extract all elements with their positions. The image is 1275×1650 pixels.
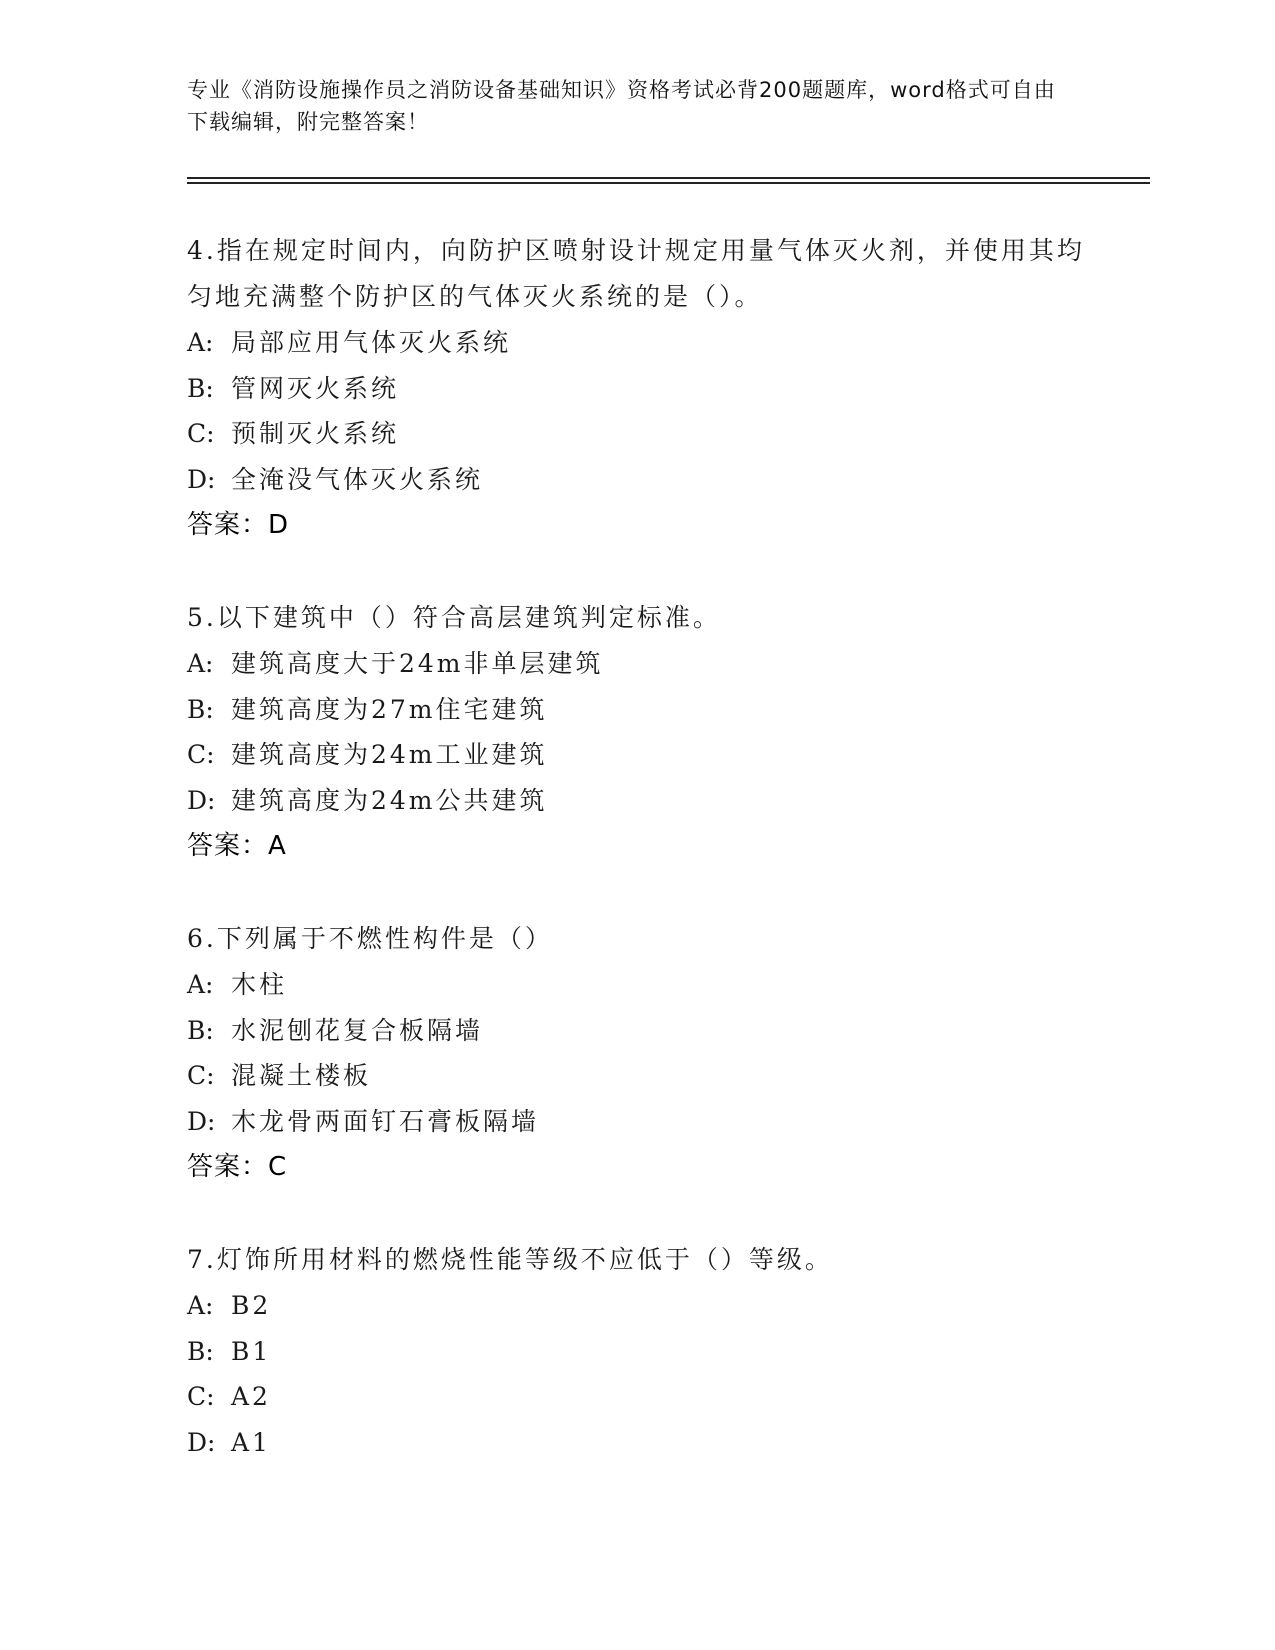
option-d — [187, 457, 1087, 503]
option-a — [187, 962, 1087, 1008]
question-text — [187, 228, 1087, 320]
question-text — [187, 1237, 1087, 1283]
option-text: 木龙骨两面钉石膏板隔墙 — [231, 1106, 540, 1136]
option-key: C: — [187, 1382, 215, 1411]
option-key: C: — [187, 419, 215, 448]
answer-line: 答案：A — [187, 831, 287, 861]
option-d — [187, 1420, 1087, 1466]
option-key: A: — [187, 649, 214, 678]
option-a — [187, 1283, 1087, 1329]
question-stem: 以下建筑中（）符合高层建筑判定标准。 — [216, 603, 721, 632]
option-key: C: — [187, 1061, 215, 1090]
option-key: A: — [187, 1291, 214, 1320]
question-stem: 灯饰所用材料的燃烧性能等级不应低于（）等级。 — [216, 1245, 833, 1274]
question-stem: 下列属于不燃性构件是（） — [216, 924, 553, 953]
header-divider-top — [187, 177, 1150, 179]
answer-line: 答案：D — [187, 510, 290, 540]
question-text — [187, 595, 1087, 641]
option-text: 局部应用气体灭火系统 — [231, 328, 512, 357]
option-b — [187, 687, 1087, 733]
option-c — [187, 732, 1087, 778]
option-text: 管网灭火系统 — [231, 373, 400, 403]
answer-line: 答案：C — [187, 1152, 288, 1182]
question-text — [187, 916, 1087, 962]
option-text: 预制灭火系统 — [231, 419, 400, 448]
header-divider-bottom — [187, 182, 1150, 184]
option-b — [187, 1008, 1087, 1054]
question-list — [187, 228, 1087, 1512]
option-text: B2 — [231, 1291, 272, 1320]
option-key: A: — [187, 970, 214, 999]
option-key: B: — [187, 1336, 214, 1366]
question-stem: 指在规定时间内，向防护区喷射设计规定用量气体灭火剂，并使用其均匀地充满整个防护区的气体灭火系统的是（）。 — [187, 236, 1085, 311]
option-text: 建筑高度大于24m非单层建筑 — [231, 649, 604, 678]
question-number: 5. — [187, 603, 217, 632]
option-a — [187, 320, 1087, 366]
option-a — [187, 641, 1087, 687]
option-key: A: — [187, 328, 214, 357]
option-key: B: — [187, 1015, 214, 1045]
option-key: D: — [187, 1106, 216, 1136]
option-key: D: — [187, 1427, 216, 1457]
question-number: 6. — [187, 924, 217, 953]
option-d — [187, 1099, 1087, 1145]
option-text: A1 — [231, 1427, 271, 1457]
option-c — [187, 411, 1087, 457]
question-number: 4. — [187, 236, 217, 265]
option-b — [187, 1329, 1087, 1375]
option-key: D: — [187, 464, 216, 494]
option-text: A2 — [231, 1382, 271, 1411]
option-text: 建筑高度为27m住宅建筑 — [231, 694, 548, 724]
option-key: B: — [187, 694, 214, 724]
option-b — [187, 366, 1087, 412]
option-text: 水泥刨花复合板隔墙 — [231, 1015, 484, 1045]
document-intro: 专业《消防设施操作员之消防设备基础知识》资格考试必背200题题库，word格式可自由下载编辑，附完整答案！ — [187, 78, 1056, 134]
question-5 — [187, 595, 1087, 869]
question-7 — [187, 1237, 1087, 1465]
option-c — [187, 1374, 1087, 1420]
option-text: 建筑高度为24m公共建筑 — [231, 785, 548, 815]
option-key: D: — [187, 785, 216, 815]
option-key: C: — [187, 740, 215, 769]
question-6 — [187, 916, 1087, 1190]
option-text: 全淹没气体灭火系统 — [231, 464, 484, 494]
option-c — [187, 1053, 1087, 1099]
option-text: 混凝土楼板 — [231, 1061, 372, 1090]
option-text: 木柱 — [231, 970, 288, 999]
option-d — [187, 778, 1087, 824]
question-4 — [187, 228, 1087, 548]
question-number: 7. — [187, 1245, 217, 1274]
option-text: B1 — [231, 1336, 272, 1366]
option-text: 建筑高度为24m工业建筑 — [231, 740, 548, 769]
option-key: B: — [187, 373, 214, 403]
